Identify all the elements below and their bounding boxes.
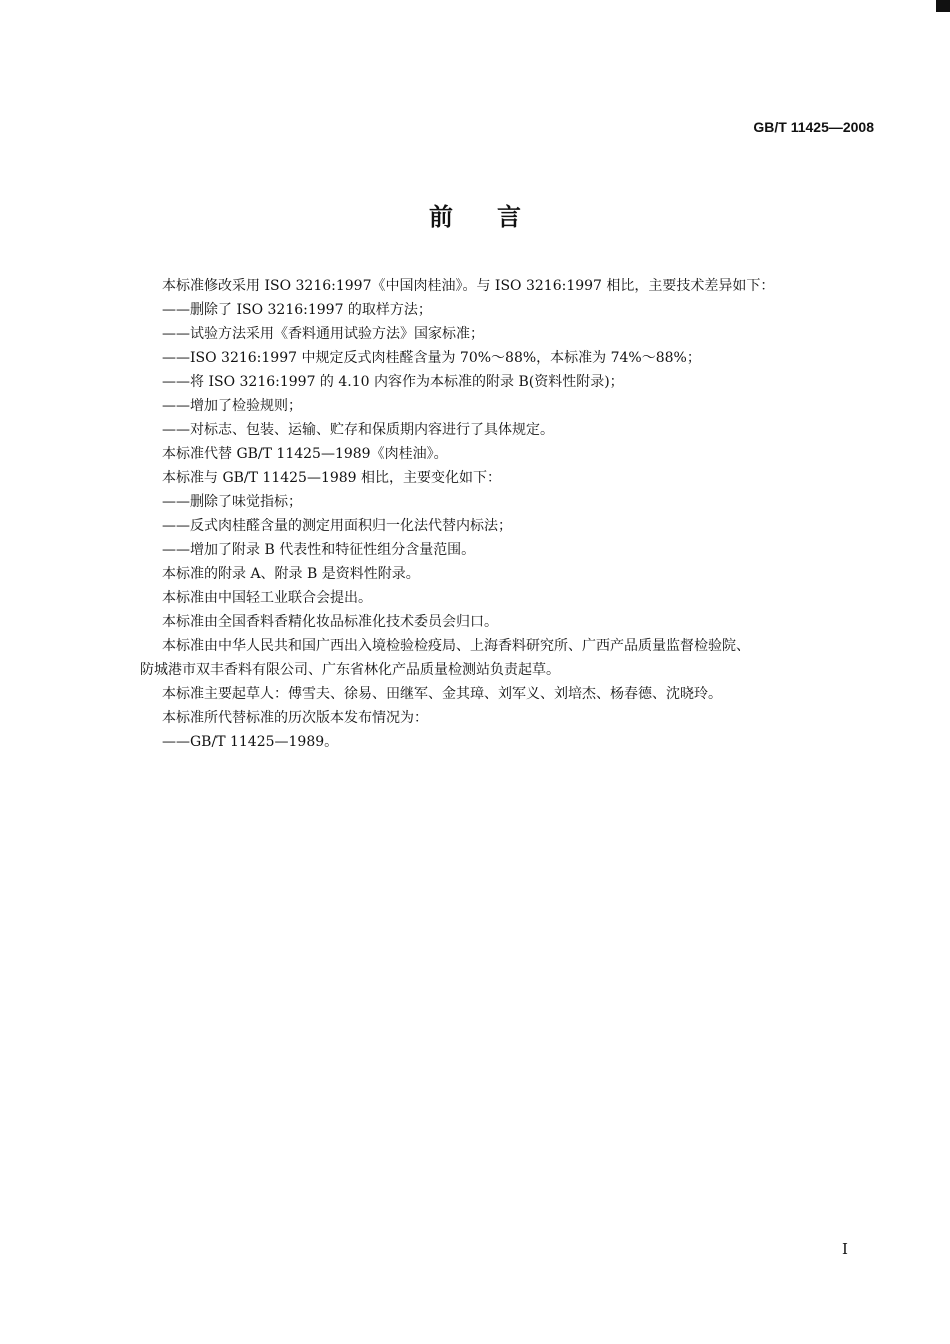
page-number: I	[842, 1240, 848, 1258]
text-line: ——对标志、包装、运输、贮存和保质期内容进行了具体规定。	[162, 422, 554, 438]
text-line: ——删除了味觉指标；	[162, 494, 302, 510]
page-title: 前言	[429, 203, 565, 231]
text-line: 本标准由中华人民共和国广西出入境检验检疫局、上海香料研究所、广西产品质量监督检验院、	[162, 638, 750, 654]
text-line: 本标准由中国轻工业联合会提出。	[162, 590, 372, 606]
text-line: ——删除了 ISO 3216:1997 的取样方法；	[162, 302, 432, 318]
text-line: 本标准与 GB/T 11425—1989 相比，主要变化如下：	[162, 470, 502, 486]
text-line: ——增加了检验规则；	[162, 398, 302, 414]
text-line: 本标准的附录 A、附录 B 是资料性附录。	[162, 566, 420, 582]
text-line: ——GB/T 11425—1989。	[162, 734, 339, 750]
text-line: ——试验方法采用《香料通用试验方法》国家标准；	[162, 326, 484, 342]
text-line: 本标准修改采用 ISO 3216:1997《中国肉桂油》。与 ISO 3216:1997 相比，主要技术差异如下：	[162, 278, 775, 294]
scan-edge-mark	[936, 0, 950, 12]
text-line: ——将 ISO 3216:1997 的 4.10 内容作为本标准的附录 B(资料性附录)；	[162, 374, 624, 390]
text-line: ——增加了附录 B 代表性和特征性组分含量范围。	[162, 542, 476, 558]
text-line: 本标准代替 GB/T 11425—1989《肉桂油》。	[162, 446, 448, 462]
text-line: 本标准所代替标准的历次版本发布情况为：	[162, 710, 428, 726]
text-line: ——反式肉桂醛含量的测定用面积归一化法代替内标法；	[162, 518, 512, 534]
text-line: 防城港市双丰香料有限公司、广东省林化产品质量检测站负责起草。	[140, 662, 560, 678]
standard-code: GB/T 11425—2008	[753, 119, 874, 135]
text-line: ——ISO 3216:1997 中规定反式肉桂醛含量为 70%～88%，本标准为 74%～88%；	[162, 350, 701, 366]
text-line: 本标准由全国香料香精化妆品标准化技术委员会归口。	[162, 614, 498, 630]
text-line: 本标准主要起草人：傅雪夫、徐易、田继军、金其璋、刘军义、刘培杰、杨春德、沈晓玲。	[162, 686, 722, 702]
